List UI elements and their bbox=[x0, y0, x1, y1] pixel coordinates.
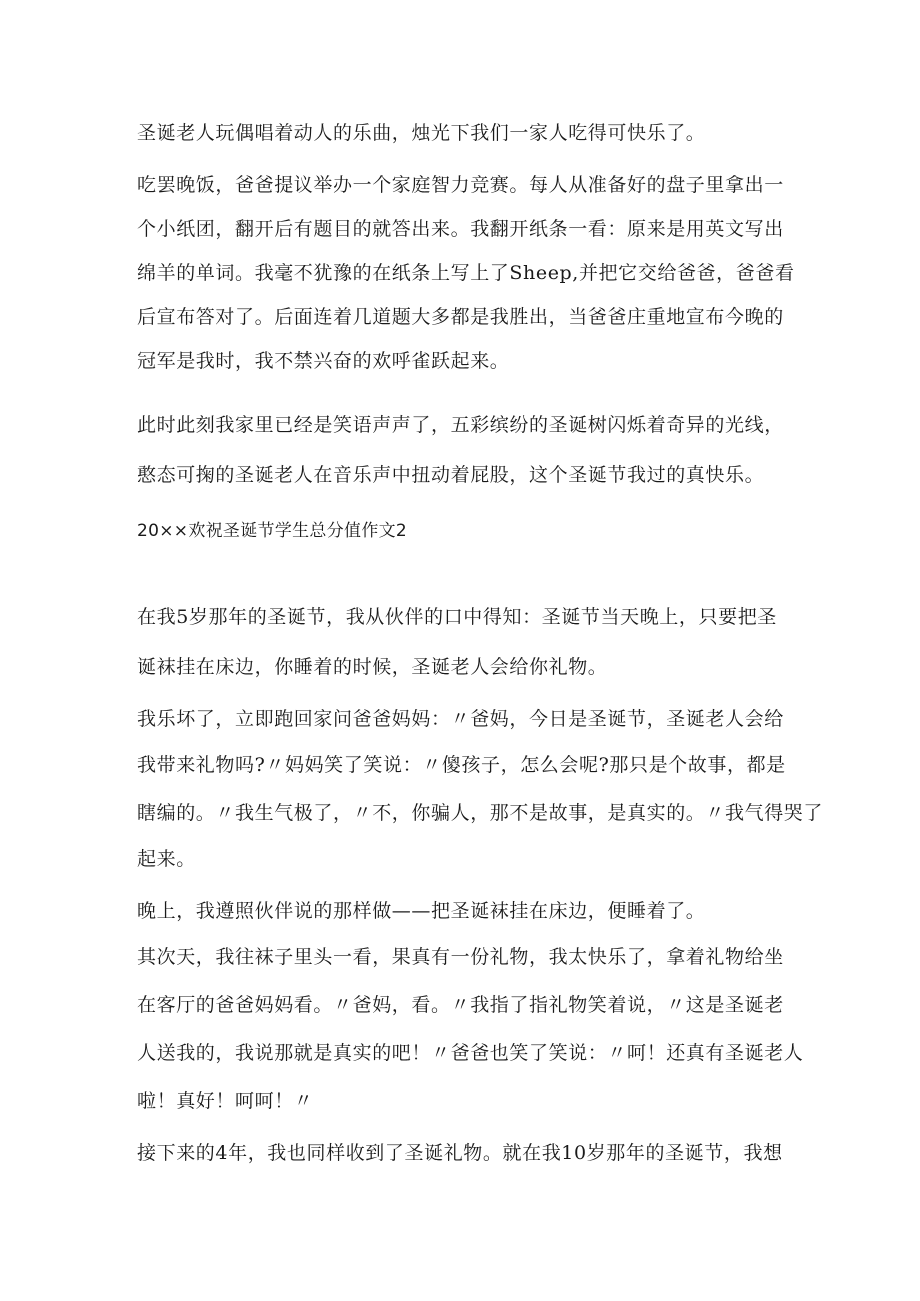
paragraph-line: 瞎编的。〃我生气极了，〃不，你骗人，那不是故事，是真实的。〃我气得哭了 bbox=[137, 802, 824, 824]
paragraph-line: 我乐坏了，立即跑回家问爸爸妈妈：〃爸妈，今日是圣诞节，圣诞老人会给 bbox=[137, 708, 784, 730]
paragraph-line: 接下来的4年，我也同样收到了圣诞礼物。就在我10岁那年的圣诞节，我想 bbox=[137, 1142, 783, 1164]
paragraph-line: 啦！真好！呵呵！〃 bbox=[137, 1090, 314, 1112]
paragraph-line: 圣诞老人玩偶唱着动人的乐曲，烛光下我们一家人吃得可快乐了。 bbox=[137, 122, 706, 144]
paragraph-line: 绵羊的单词。我毫不犹豫的在纸条上写上了Sheep,并把它交给爸爸，爸爸看 bbox=[137, 262, 795, 284]
paragraph-line: 憨态可掬的圣诞老人在音乐声中扭动着屁股，这个圣诞节我过的真快乐。 bbox=[137, 464, 765, 486]
paragraph-line: 人送我的，我说那就是真实的吧！〃爸爸也笑了笑说：〃呵！还真有圣诞老人 bbox=[137, 1042, 804, 1064]
paragraph-line: 诞袜挂在床边，你睡着的时候，圣诞老人会给你礼物。 bbox=[137, 656, 608, 678]
paragraph-line: 后宣布答对了。后面连着几道题大多都是我胜出，当爸爸庄重地宣布今晚的 bbox=[137, 306, 784, 328]
paragraph-line: 个小纸团，翻开后有题目的就答出来。我翻开纸条一看：原来是用英文写出 bbox=[137, 218, 784, 240]
paragraph-line: 在客厅的爸爸妈妈看。〃爸妈，看。〃我指了指礼物笑着说，〃这是圣诞老 bbox=[137, 994, 784, 1016]
paragraph-line: 此时此刻我家里已经是笑语声声了，五彩缤纷的圣诞树闪烁着奇异的光线， bbox=[137, 414, 784, 436]
paragraph-line: 晚上，我遵照伙伴说的那样做——把圣诞袜挂在床边，便睡着了。 bbox=[137, 900, 706, 922]
paragraph-line: 起来。 bbox=[137, 848, 196, 870]
paragraph-line: 其次天，我往袜子里头一看，果真有一份礼物，我太快乐了，拿着礼物给坐 bbox=[137, 946, 784, 968]
section-title: 20××欢祝圣诞节学生总分值作文2 bbox=[137, 521, 408, 541]
paragraph-line: 我带来礼物吗?〃妈妈笑了笑说：〃傻孩子，怎么会呢?那只是个故事，都是 bbox=[137, 754, 786, 776]
paragraph-line: 吃罢晚饭，爸爸提议举办一个家庭智力竞赛。每人从准备好的盘子里拿出一 bbox=[137, 174, 784, 196]
paragraph-line: 冠军是我时，我不禁兴奋的欢呼雀跃起来。 bbox=[137, 350, 510, 372]
paragraph-line: 在我5岁那年的圣诞节，我从伙伴的口中得知：圣诞节当天晚上，只要把圣 bbox=[137, 606, 777, 628]
